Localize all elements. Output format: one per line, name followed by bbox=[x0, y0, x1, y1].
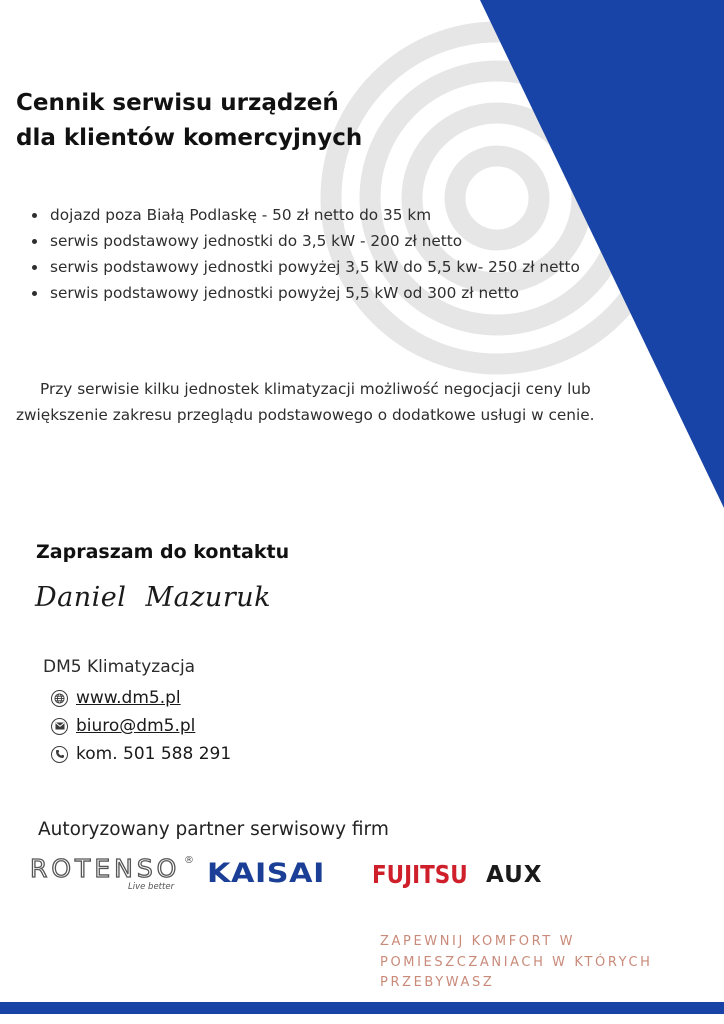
slogan: ZAPEWNIJ KOMFORT W POMIESZCZANIACH W KTÓRYCH PRZEBYWASZ bbox=[380, 934, 653, 990]
aux-logo: AUX bbox=[486, 862, 543, 888]
negotiation-note: Przy serwisie kilku jednostek klimatyzacji możliwość negocjacji ceny lub zwiększenie zakresu przeglądu podstawowego o dodatkowe usługi w cenie. bbox=[16, 380, 595, 424]
price-list bbox=[16, 202, 618, 306]
kaisai-logo: KAISAI bbox=[207, 858, 325, 889]
price-list-item: • dojazd poza Białą Podlaskę - 50 zł netto do 35 km bbox=[48, 202, 618, 228]
phone-icon bbox=[51, 746, 68, 763]
contact-heading: Zapraszam do kontaktu bbox=[36, 541, 290, 563]
website-row bbox=[51, 684, 231, 712]
mail-icon bbox=[51, 718, 68, 735]
phone-number: kom. 501 588 291 bbox=[76, 744, 232, 764]
price-list-item: • serwis podstawowy jednostki powyżej 3,5 kW do 5,5 kw- 250 zł netto bbox=[48, 254, 618, 280]
rotenso-registered-mark: ® bbox=[184, 855, 194, 866]
partners-heading: Autoryzowany partner serwisowy firm bbox=[38, 819, 389, 840]
price-list-item: • serwis podstawowy jednostki do 3,5 kW - 200 zł netto bbox=[48, 228, 618, 254]
contact-list bbox=[51, 684, 231, 768]
price-list-item: • serwis podstawowy jednostki powyżej 5,5 kW od 300 zł netto bbox=[48, 280, 618, 306]
page-title bbox=[16, 86, 362, 156]
globe-icon bbox=[51, 690, 68, 707]
page-title-line-2: dla klientów komercyjnych bbox=[16, 125, 363, 151]
rotenso-logo bbox=[30, 854, 198, 898]
signature: Daniel Mazuruk bbox=[35, 582, 271, 613]
fujitsu-logo: FUJITSU bbox=[372, 860, 468, 889]
bottom-accent-bar bbox=[0, 1002, 724, 1014]
website-link[interactable]: www.dm5.pl bbox=[76, 688, 181, 708]
rotenso-tagline: Live better bbox=[128, 882, 175, 892]
email-row bbox=[51, 712, 231, 740]
phone-row bbox=[51, 740, 231, 768]
company-name: DM5 Klimatyzacja bbox=[43, 657, 196, 677]
rotenso-logo-name: ROTENSO bbox=[30, 854, 181, 883]
page-title-line-1: Cennik serwisu urządzeń bbox=[16, 90, 339, 116]
email-link[interactable]: biuro@dm5.pl bbox=[76, 716, 196, 736]
